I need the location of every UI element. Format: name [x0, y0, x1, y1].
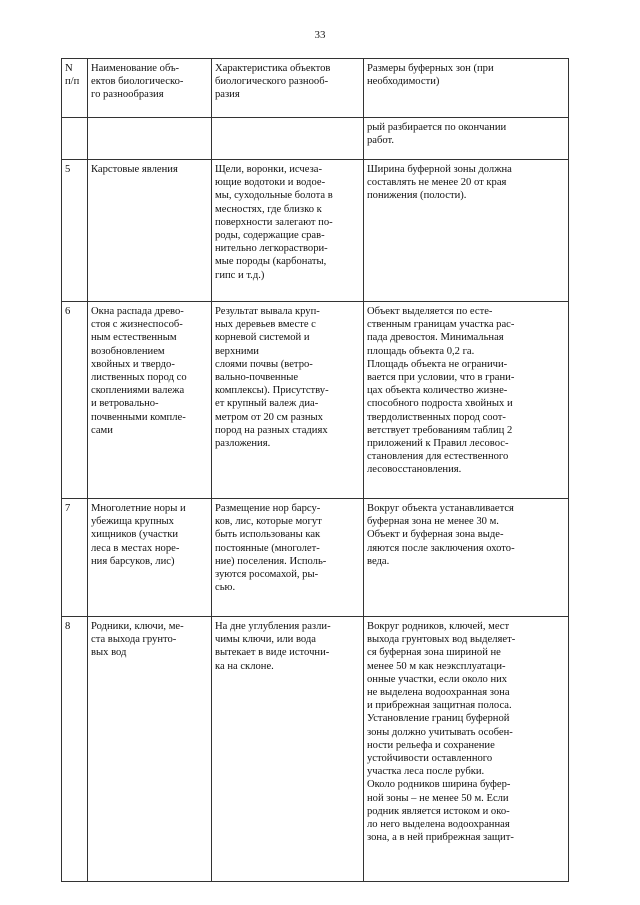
- text-line: Карстовые явления: [91, 164, 178, 175]
- characteristic-cell: [212, 617, 364, 882]
- text-line: выхода грунтовых вод выделяет-: [367, 634, 516, 646]
- text-line: Вокруг родников, ключей, мест: [367, 621, 510, 632]
- text-line: корневой системой и: [215, 332, 310, 344]
- text-line: Около родников ширина буфер-: [367, 779, 511, 791]
- text-line: постоянные (многолет-: [215, 542, 320, 554]
- text-line: зуются росомахой, ры-: [215, 569, 319, 581]
- text-line: ние) поселения. Исполь-: [215, 555, 327, 567]
- row-number-cell: 6: [62, 302, 88, 499]
- text-line: ет крупный валеж диа-: [215, 398, 319, 410]
- text-line: разложения.: [215, 438, 271, 450]
- page-number: 33: [314, 29, 326, 41]
- text-line: Размеры буферных зон (при: [367, 63, 494, 74]
- buffer-zone-cell: [364, 617, 569, 882]
- table-row: [62, 160, 569, 302]
- characteristic-cell: [212, 499, 364, 617]
- text-line: Объект выделяется по есте-: [367, 306, 493, 317]
- buffer-zones-table: [61, 58, 569, 882]
- object-name-cell: [88, 499, 212, 617]
- text-line: зона, а в ней прибрежная защит-: [367, 832, 514, 844]
- text-line: разия: [215, 89, 240, 101]
- text-line: ной зоны – не менее 50 м. Если: [367, 792, 509, 804]
- text-line: ка на склоне.: [215, 660, 274, 672]
- text-line: Результат вывала круп-: [215, 306, 320, 317]
- object-name-cell: [88, 118, 212, 160]
- text-line: участка леса после рубки.: [367, 766, 485, 778]
- text-line: ственным границам участка рас-: [367, 319, 515, 331]
- text-line: сью.: [215, 582, 236, 594]
- text-line: вается при условии, что в грани-: [367, 372, 515, 384]
- text-line: гипс и т.д.): [215, 269, 265, 281]
- text-line: ляются после заключения охото-: [367, 542, 515, 554]
- text-line: Наименование объ-: [91, 63, 180, 74]
- text-line: устойчивости оставленного: [367, 753, 493, 765]
- text-line: ным естественным: [91, 332, 177, 344]
- text-line: вытекает в виде источни-: [215, 647, 330, 659]
- text-line: Установление границ буферной: [367, 713, 510, 725]
- text-line: чимы ключи, или вода: [215, 634, 316, 646]
- text-line: ков, лис, которые могут: [215, 516, 322, 528]
- text-line: пада древостоя. Минимальная: [367, 332, 504, 344]
- text-line: вых вод: [91, 647, 127, 659]
- text-line: ектов биологическо-: [91, 76, 184, 88]
- text-line: Родники, ключи, ме-: [91, 621, 184, 632]
- characteristic-cell: [212, 160, 364, 302]
- text-line: пород на разных стадиях: [215, 424, 328, 436]
- text-line: Ширина буферной зоны должна: [367, 164, 512, 175]
- buffer-zone-cell: [364, 118, 569, 160]
- text-line: быть использованы как: [215, 529, 321, 541]
- table-row: [62, 499, 569, 617]
- row-number-cell: 7: [62, 499, 88, 617]
- text-line: онные участки, если около них: [367, 673, 508, 685]
- text-line: Объект и буферная зона выде-: [367, 529, 504, 541]
- table-header-row: [62, 59, 569, 118]
- object-name-cell: [88, 160, 212, 302]
- row-number-cell: 8: [62, 617, 88, 882]
- header-buffer-cell: [364, 59, 569, 118]
- text-line: Вокруг объекта устанавливается: [367, 503, 514, 514]
- text-line: необходимости): [367, 76, 440, 88]
- row-number-cell: [62, 118, 88, 160]
- text-line: ющие водотоки и водое-: [215, 177, 326, 189]
- text-line: ности рельефа и сохранение: [367, 739, 495, 751]
- text-line: способного подроста хвойных и: [367, 398, 513, 410]
- text-line: п/п: [65, 76, 80, 88]
- text-line: цах объекта количество жизне-: [367, 385, 508, 397]
- object-name-cell: [88, 302, 212, 499]
- table-row: [62, 617, 569, 882]
- header-name-cell: [88, 59, 212, 118]
- text-line: зоны должно учитывать особен-: [367, 726, 513, 738]
- text-line: и прибрежная защитная полоса.: [367, 700, 512, 712]
- text-line: веда.: [367, 555, 390, 567]
- text-line: ных деревьев вместе с: [215, 319, 316, 331]
- text-line: верхними: [215, 345, 259, 357]
- text-line: мые породы (карбонаты,: [215, 256, 327, 268]
- text-line: убежища крупных: [91, 516, 174, 528]
- text-line: скоплениями валежа: [91, 385, 185, 397]
- text-line: биологического разнооб-: [215, 76, 329, 88]
- row-number-cell: 5: [62, 160, 88, 302]
- text-line: лесовосстановления.: [367, 464, 462, 476]
- text-line: почвенными компле-: [91, 411, 186, 423]
- buffer-zone-cell: [364, 160, 569, 302]
- text-line: метром от 20 см разных: [215, 411, 323, 423]
- text-line: и ветровально-: [91, 398, 159, 410]
- text-line: леса в местах норе-: [91, 542, 180, 554]
- text-line: твердолиственных пород соот-: [367, 411, 506, 423]
- table-row: [62, 302, 569, 499]
- text-line: Характеристика объектов: [215, 63, 331, 74]
- text-line: становления для естественного: [367, 451, 509, 463]
- header-num-cell: [62, 59, 88, 118]
- text-line: На дне углубления разли-: [215, 621, 331, 632]
- text-line: стоя с жизнеспособ-: [91, 319, 183, 331]
- text-line: ния барсуков, лис): [91, 555, 175, 567]
- characteristic-cell: [212, 302, 364, 499]
- text-line: хвойных и твердо-: [91, 358, 175, 370]
- text-line: роды, содержащие срав-: [215, 230, 325, 242]
- text-line: работ.: [367, 135, 395, 147]
- text-line: мы, суходольные болота в: [215, 190, 333, 202]
- text-line: Многолетние норы и: [91, 503, 186, 514]
- text-line: буферная зона не менее 30 м.: [367, 516, 499, 528]
- text-line: менее 50 м как неэксплуатаци-: [367, 660, 506, 672]
- text-line: площадь объекта 0,2 га.: [367, 345, 475, 357]
- text-line: составлять не менее 20 от края: [367, 177, 507, 189]
- text-line: Размещение нор барсу-: [215, 503, 321, 514]
- buffer-zone-cell: [364, 499, 569, 617]
- text-line: Щели, воронки, исчеза-: [215, 164, 322, 175]
- table-row: [62, 118, 569, 160]
- text-line: ветствует требованиям таблиц 2: [367, 424, 513, 436]
- buffer-zone-cell: [364, 302, 569, 499]
- characteristic-cell: [212, 118, 364, 160]
- text-line: поверхности залегают по-: [215, 216, 333, 228]
- text-line: вально-почвенные: [215, 372, 299, 384]
- text-line: хищников (участки: [91, 529, 179, 541]
- text-line: понижения (полости).: [367, 190, 467, 202]
- text-line: не выделена водоохранная зона: [367, 687, 510, 699]
- text-line: ста выхода грунто-: [91, 634, 177, 646]
- text-line: слоями почвы (ветро-: [215, 358, 313, 370]
- text-line: лиственных пород со: [91, 372, 187, 384]
- text-line: комплексы). Присутству-: [215, 385, 329, 397]
- text-line: ло него выделена водоохранная: [367, 819, 510, 831]
- text-line: сами: [91, 424, 113, 436]
- text-line: возобновлением: [91, 345, 165, 357]
- text-line: ся буферная зона шириной не: [367, 647, 501, 659]
- text-line: Окна распада древо-: [91, 306, 184, 317]
- text-line: го разнообразия: [91, 89, 164, 101]
- text-line: месностях, где близко к: [215, 203, 322, 215]
- text-line: родник является истоком и око-: [367, 805, 510, 817]
- text-line: Площадь объекта не ограничи-: [367, 358, 508, 370]
- text-line: нительно легкораствори-: [215, 243, 328, 255]
- text-line: N: [65, 63, 73, 74]
- object-name-cell: [88, 617, 212, 882]
- table-body: [62, 59, 569, 882]
- text-line: приложений к Правил лесовос-: [367, 438, 509, 450]
- header-characteristic-cell: [212, 59, 364, 118]
- text-line: рый разбирается по окончании: [367, 122, 507, 133]
